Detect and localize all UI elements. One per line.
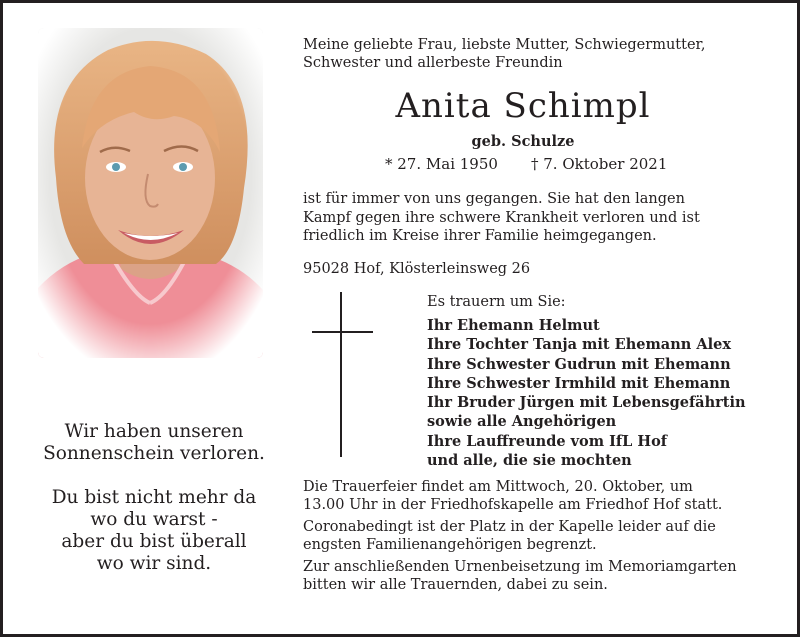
quote-line: Du bist nicht mehr da: [51, 487, 257, 508]
intro-line: Schwester und allerbeste Freundin: [303, 55, 563, 71]
funeral-line: Coronabedingt ist der Platz in der Kapelle leider auf die: [303, 519, 716, 535]
intro-text: [303, 36, 705, 72]
mourners-list: [427, 316, 746, 470]
quote-line: Sonnenschein verloren.: [43, 443, 265, 464]
passing-message: [303, 190, 700, 246]
funeral-line: 13.00 Uhr in der Friedhofskapelle am Friedhof Hof statt.: [303, 497, 723, 513]
intro-line: Meine geliebte Frau, liebste Mutter, Schwiegermutter,: [303, 37, 706, 53]
portrait-illustration: [38, 28, 263, 358]
funeral-details: [303, 478, 737, 598]
cross-icon: [340, 292, 342, 457]
funeral-ceremony-info: [303, 478, 737, 514]
mourner-item: Ihre Lauffreunde vom IfL Hof: [427, 432, 667, 450]
funeral-line: Zur anschließenden Urnenbeisetzung im Memoriamgarten: [303, 559, 737, 575]
message-line: ist für immer von uns gegangen. Sie hat den langen: [303, 191, 685, 207]
birth-date: * 27. Mai 1950: [385, 155, 498, 173]
quote-line: wo wir sind.: [96, 553, 212, 574]
quote-line: aber du bist überall: [61, 531, 247, 552]
mourner-item: und alle, die sie mochten: [427, 452, 632, 470]
funeral-line: Die Trauerfeier findet am Mittwoch, 20. Oktober, um: [303, 479, 693, 495]
urn-burial-info: [303, 558, 737, 594]
deceased-name: Anita Schimpl: [395, 86, 651, 126]
memorial-quote-everywhere: [23, 487, 285, 575]
maiden-name: geb. Schulze: [471, 133, 575, 150]
family-address: 95028 Hof, Klösterleinsweg 26: [303, 261, 531, 277]
mourners-heading: Es trauern um Sie:: [427, 294, 566, 310]
portrait-photo: [38, 28, 263, 358]
mourner-item: sowie alle Angehörigen: [427, 413, 617, 431]
message-line: friedlich im Kreise ihrer Familie heimgegangen.: [303, 228, 657, 244]
corona-notice: [303, 518, 737, 554]
mourner-item: Ihre Schwester Gudrun mit Ehemann: [427, 355, 731, 373]
quote-line: Wir haben unseren: [64, 421, 244, 442]
funeral-line: engsten Familienangehörigen begrenzt.: [303, 537, 597, 553]
funeral-line: bitten wir alle Trauernden, dabei zu sein.: [303, 577, 608, 593]
mourner-item: Ihre Schwester Irmhild mit Ehemann: [427, 374, 731, 392]
death-date: † 7. Oktober 2021: [531, 155, 668, 173]
mourner-item: Ihr Ehemann Helmut: [427, 317, 600, 334]
mourner-item: Ihr Bruder Jürgen mit Lebensgefährtin: [427, 394, 746, 412]
mourner-item: Ihre Tochter Tanja mit Ehemann Alex: [427, 336, 731, 354]
cross-icon-bar: [312, 331, 373, 333]
quote-line: wo du warst -: [90, 509, 218, 530]
message-line: Kampf gegen ihre schwere Krankheit verloren und ist: [303, 209, 700, 226]
memorial-quote-lost: [23, 421, 285, 465]
